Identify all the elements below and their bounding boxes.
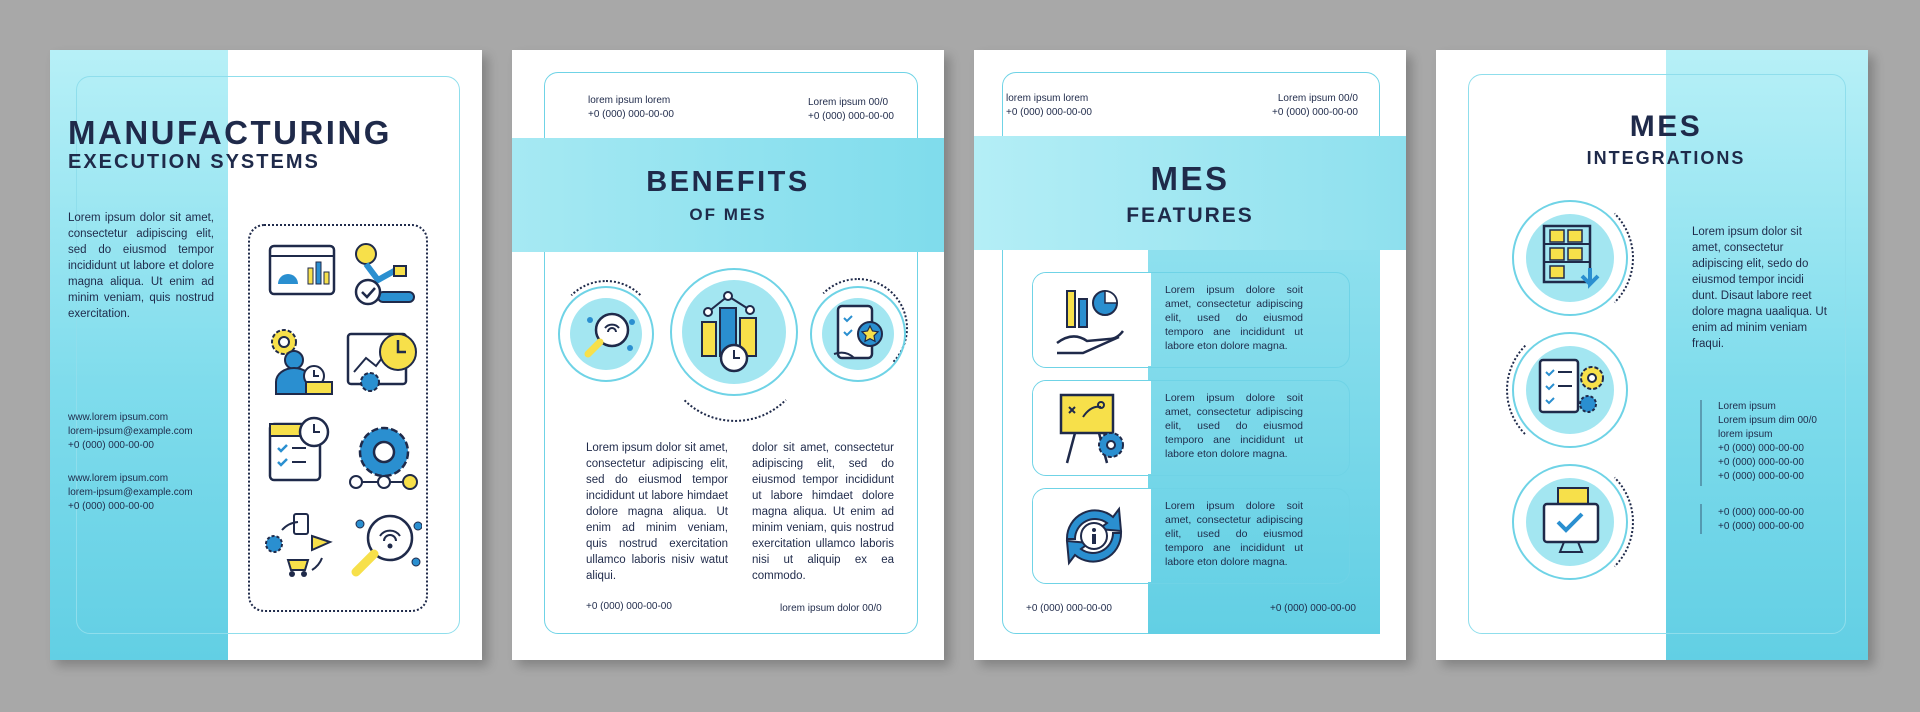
email-link[interactable]: lorem-ipsum@example.com: [68, 426, 193, 437]
wireless-search-icon: [346, 506, 422, 582]
dashboard-icon: [268, 240, 338, 302]
website-link[interactable]: www.lorem ipsum.com: [68, 473, 169, 484]
contact-block-2: [1718, 506, 1804, 534]
page-title: MES: [1150, 160, 1230, 197]
contact-line: Lorem ipsum: [1718, 401, 1776, 412]
divider-line: [1700, 400, 1702, 486]
feature-text: Lorem ipsum dolore soit amet, consectetur adipiscing elit, used do eiusmod temporo ane incididunt ut labore eton dolore magna.: [1165, 284, 1303, 352]
body-column-2: dolor sit amet, consectetur adipiscing elit, sed do eiusmod tempor incididunt ut labore himdaet dolore magna aliqua. Ut enim ad minim veniam, quis nostrud exercitation ullamco laboris nisi ut aliquip ex ea commodo.: [752, 442, 894, 582]
footer-note: lorem ipsum dolor 00/0: [780, 603, 882, 614]
contact-line: lorem ipsum: [1718, 429, 1773, 440]
phone-text: +0 (000) 000-00-00: [68, 440, 154, 451]
phone-text: +0 (000) 000-00-00: [68, 501, 154, 512]
worker-settings-icon: [262, 324, 338, 398]
header-label: lorem ipsum lorem: [1006, 93, 1089, 104]
chart-clock-icon: [696, 288, 772, 376]
feature-text: Lorem ipsum dolore soit amet, consectetur adipiscing elit, used do eiusmod temporo ane incididunt ut labore eton dolore magna.: [1165, 392, 1303, 460]
header-phone: +0 (000) 000-00-00: [588, 109, 674, 120]
header-contact-right: [808, 96, 894, 124]
contact-line: +0 (000) 000-00-00: [1718, 471, 1804, 482]
mobile-rating-icon: [832, 304, 888, 364]
footer-phone: +0 (000) 000-00-00: [1026, 603, 1112, 614]
contact-line: +0 (000) 000-00-00: [1718, 443, 1804, 454]
feature-card: [1032, 380, 1350, 476]
presentation-gear-icon: [1057, 389, 1131, 469]
email-link[interactable]: lorem-ipsum@example.com: [68, 487, 193, 498]
header-phone: +0 (000) 000-00-00: [1272, 107, 1358, 118]
divider-line: [1700, 504, 1702, 534]
feature-text: Lorem ipsum dolore soit amet, consectetur adipiscing elit, used do eiusmod temporo ane incididunt ut labore eton dolore magna.: [1165, 500, 1303, 568]
warehouse-shelf-icon: [1540, 224, 1604, 292]
header-contact-right: [1272, 92, 1358, 120]
page-subtitle: OF MES: [689, 205, 767, 224]
page-title: BENEFITS: [646, 166, 810, 198]
contact-block-2: [68, 472, 218, 514]
header-contact-left: [588, 94, 674, 122]
brochure-page-integrations: [1436, 50, 1868, 660]
integrations-body-text: Lorem ipsum dolor sit amet, consectetur adipiscing elit, sedo do eiusmod tempor incidi dunt. Disaut labore reet dolore magna uaaliqua. Ut enim ad minim veniam fraqui.: [1692, 226, 1827, 350]
checklist-gears-icon: [1534, 356, 1610, 422]
header-contact-left: [1006, 92, 1092, 120]
page-subtitle: INTEGRATIONS: [1586, 148, 1746, 168]
info-refresh-icon: [1057, 499, 1131, 573]
feature-card: [1032, 488, 1350, 584]
header-label: Lorem ipsum 00/0: [1277, 93, 1358, 104]
supply-chain-icon: [262, 510, 342, 580]
contact-line: +0 (000) 000-00-00: [1718, 507, 1804, 518]
footer-phone: +0 (000) 000-00-00: [1270, 603, 1356, 614]
contact-line: +0 (000) 000-00-00: [1718, 521, 1804, 532]
chart-in-hand-icon: [1055, 281, 1127, 359]
contact-line: +0 (000) 000-00-00: [1718, 457, 1804, 468]
brochure-page-benefits: [512, 50, 944, 660]
page-subtitle: FEATURES: [1126, 204, 1254, 227]
website-link[interactable]: www.lorem ipsum.com: [68, 412, 169, 423]
page-title: MES: [1629, 110, 1703, 143]
brochure-page-features: [974, 50, 1406, 660]
footer-phone: +0 (000) 000-00-00: [586, 601, 672, 612]
header-label: lorem ipsum lorem: [588, 95, 671, 106]
cover-subtitle: EXECUTION SYSTEMS: [68, 151, 320, 173]
contact-block-1: [1718, 400, 1817, 484]
document-approval-monitor-icon: [1540, 486, 1602, 556]
cover-title: MANUFACTURING: [68, 114, 392, 151]
header-label: Lorem ipsum 00/0: [808, 97, 889, 108]
analytics-clock-icon: [346, 328, 420, 394]
wireless-search-icon: [580, 306, 636, 362]
brochure-page-cover: [50, 50, 482, 660]
gear-process-icon: [346, 422, 420, 492]
contact-block-1: [68, 411, 218, 453]
robot-arm-check-icon: [348, 240, 418, 310]
header-phone: +0 (000) 000-00-00: [808, 111, 894, 122]
contact-line: Lorem ipsum dim 00/0: [1718, 415, 1817, 426]
header-phone: +0 (000) 000-00-00: [1006, 107, 1092, 118]
calendar-checklist-icon: [266, 414, 332, 484]
cover-body-text: Lorem ipsum dolor sit amet, consectetur adipiscing elit, sed do eiusmod tempor incididunt ut labore et dolore magna aliqua. Ut enim ad minim veniam, quis nostrud exercitation.: [68, 212, 214, 320]
feature-card: [1032, 272, 1350, 368]
body-column-1: Lorem ipsum dolor sit amet, consectetur adipiscing elit, sed do eiusmod tempor incididunt ut labore himdaet dolore magna aliqua. Ut enim ad minim veniam, quis nostrud exercitation ullamco laboris nisiv watut aliqui.: [586, 442, 728, 582]
